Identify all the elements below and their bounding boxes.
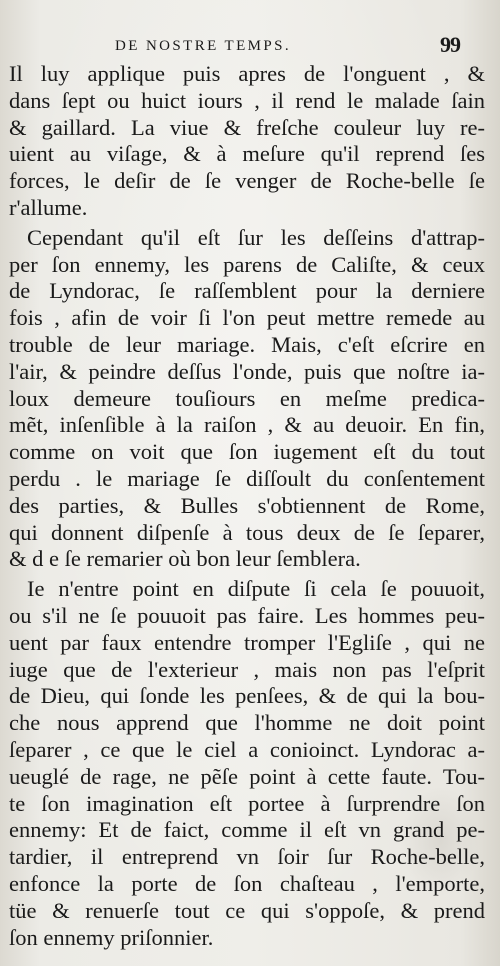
text-line: tardier, il entreprend vn ſoir ſur Roche-belle, (9, 844, 485, 870)
text-line: ſeparer , ce que le ciel a conioinct. Lyndorac a- (9, 736, 485, 762)
text-line: de Dieu, qui ſonde les penſees, & de qui la bou- (9, 683, 485, 709)
text-line: perdu . le mariage ſe diſſoult du conſentement (9, 465, 485, 491)
text-line: l'air, & peindre deſſus l'onde, puis que noſtre ia- (9, 358, 485, 384)
page-number: 99 (440, 32, 460, 57)
text-line: che nous apprend que l'homme ne doit point (9, 710, 485, 736)
text-line: trouble de leur mariage. Mais, c'eſt eſcrire en (9, 331, 485, 357)
text-line: qui donnent diſpenſe à tous deux de ſe ſeparer, (9, 519, 485, 545)
text-line: per ſon ennemy, les parens de Caliſte, & ceux (9, 251, 485, 277)
text-line: fois , afin de voir ſi l'on peut mettre remede au (9, 305, 485, 331)
text-line: de Lyndorac, ſe raſſemblent pour la derniere (9, 278, 485, 304)
text-line: uent par faux entendre tromper l'Egliſe , qui ne (9, 629, 485, 655)
text-line: enfonce la porte de ſon chaſteau , l'emporte, (9, 870, 485, 896)
paragraph-3 (9, 576, 485, 951)
running-header (60, 32, 460, 58)
text-line: dans ſept ou huict iours , il rend le malade ſain (9, 87, 485, 113)
body-text (9, 61, 485, 951)
text-line: forces, le deſir de ſe venger de Roche-belle ſe (9, 168, 485, 194)
text-line: & d e ſe remarier où bon leur ſemblera. (9, 546, 361, 572)
text-line: comme on voit que ſon iugement eſt du tout (9, 439, 485, 465)
running-title: DE NOSTRE TEMPS. (115, 38, 292, 54)
text-line: te ſon imagination eſt portee à ſurprendre ſon (9, 790, 485, 816)
text-line: Il luy applique puis apres de l'onguent , & (9, 61, 485, 86)
text-line: ennemy: Et de faict, comme il eſt vn grand pe- (9, 817, 485, 843)
paragraph-2 (9, 225, 485, 573)
text-line: Cependant qu'il eſt ſur les deſſeins d'attrap- (27, 224, 485, 250)
paragraph-1 (9, 61, 485, 222)
text-line: ou s'il ne ſe pouuoit pas faire. Les hommes peu- (9, 602, 485, 628)
text-line: des parties, & Bulles s'obtiennent de Rome, (9, 492, 485, 518)
text-line: iuge que de l'exterieur , mais non pas l'eſprit (9, 656, 485, 682)
text-line: mẽt, inſenſible à la raiſon , & au deuoir. En fin, (9, 412, 485, 438)
text-line: loux demeure touſiours en meſme predica- (9, 385, 485, 411)
text-line: r'allume. (9, 194, 88, 220)
text-line: Ie n'entre point en diſpute ſi cela ſe pouuoit, (27, 576, 485, 602)
text-line: ſon ennemy priſonnier. (9, 924, 214, 950)
text-line: & gaillard. La viue & freſche couleur luy re- (9, 114, 485, 140)
text-line: tüe & renuerſe tout ce qui s'oppoſe, & prend (9, 897, 485, 923)
text-line: ueuglé de rage, ne pẽſe point à cette faute. Tou- (9, 763, 485, 789)
text-line: uient au viſage, & à meſure qu'il reprend ſes (9, 141, 485, 167)
